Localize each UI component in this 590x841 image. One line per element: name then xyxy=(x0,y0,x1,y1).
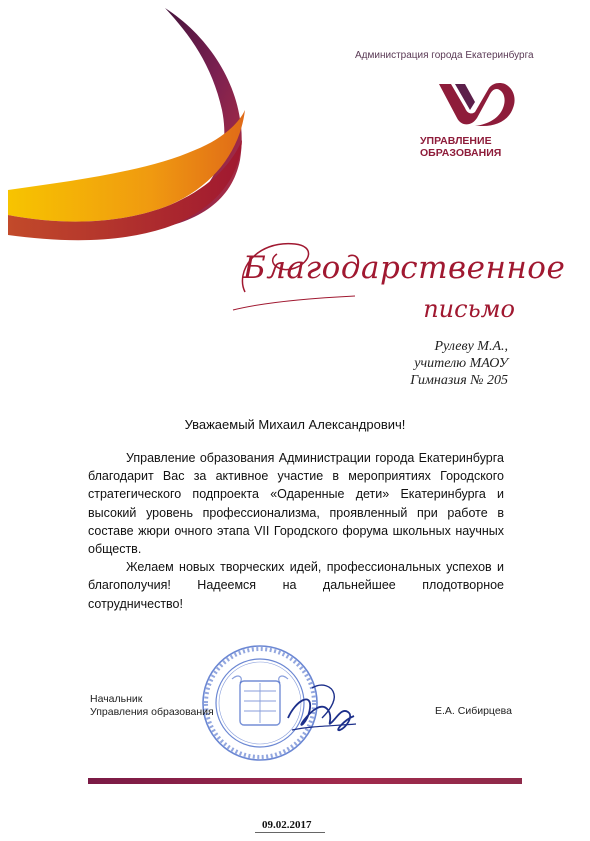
body-paragraph-1: Управление образования Администрации города Екатеринбурга благодарит Вас за активное участие в мероприятиях Городского стратегического подпроекта «Одаренные дети» Екатеринбурга и высокий уровень профессионализма, проявленный при работе в составе жюри очного этапа VII Городского форума школьных научных обществ. xyxy=(88,451,504,557)
recipient-block xyxy=(410,338,508,389)
administration-name: Администрация города Екатеринбурга xyxy=(355,50,534,61)
letter-title xyxy=(225,232,566,327)
recipient-name: Рулеву М.А., xyxy=(434,339,508,354)
body-paragraph-2: Желаем новых творческих идей, профессиональных успехов и благополучия! Надеемся на дальнейшее плодотворное сотрудничество! xyxy=(88,560,504,611)
decorative-swoosh xyxy=(0,0,260,250)
department-name xyxy=(420,135,530,159)
recipient-school: Гимназия № 205 xyxy=(410,373,508,388)
recipient-position: учителю МАОУ xyxy=(414,356,508,371)
ud-logo-icon xyxy=(437,80,517,130)
title-line1: Благодарственное xyxy=(243,250,566,286)
letter-body xyxy=(88,449,504,613)
signer-position-line2: Управления образования xyxy=(90,706,214,718)
bottom-divider xyxy=(88,778,522,784)
signer-position-line1: Начальник xyxy=(90,693,143,705)
handwritten-signature-icon xyxy=(282,680,362,740)
signer-name: Е.А. Сибирцева xyxy=(435,705,512,717)
letter-date: 09.02.2017 xyxy=(262,819,312,831)
title-line2: письмо xyxy=(423,295,515,323)
salutation: Уважаемый Михаил Александрович! xyxy=(184,417,406,432)
date-underline xyxy=(255,832,325,833)
signer-position xyxy=(90,693,214,719)
department-name-line1: УПРАВЛЕНИЕ xyxy=(420,135,492,147)
department-name-line2: ОБРАЗОВАНИЯ xyxy=(420,147,502,159)
